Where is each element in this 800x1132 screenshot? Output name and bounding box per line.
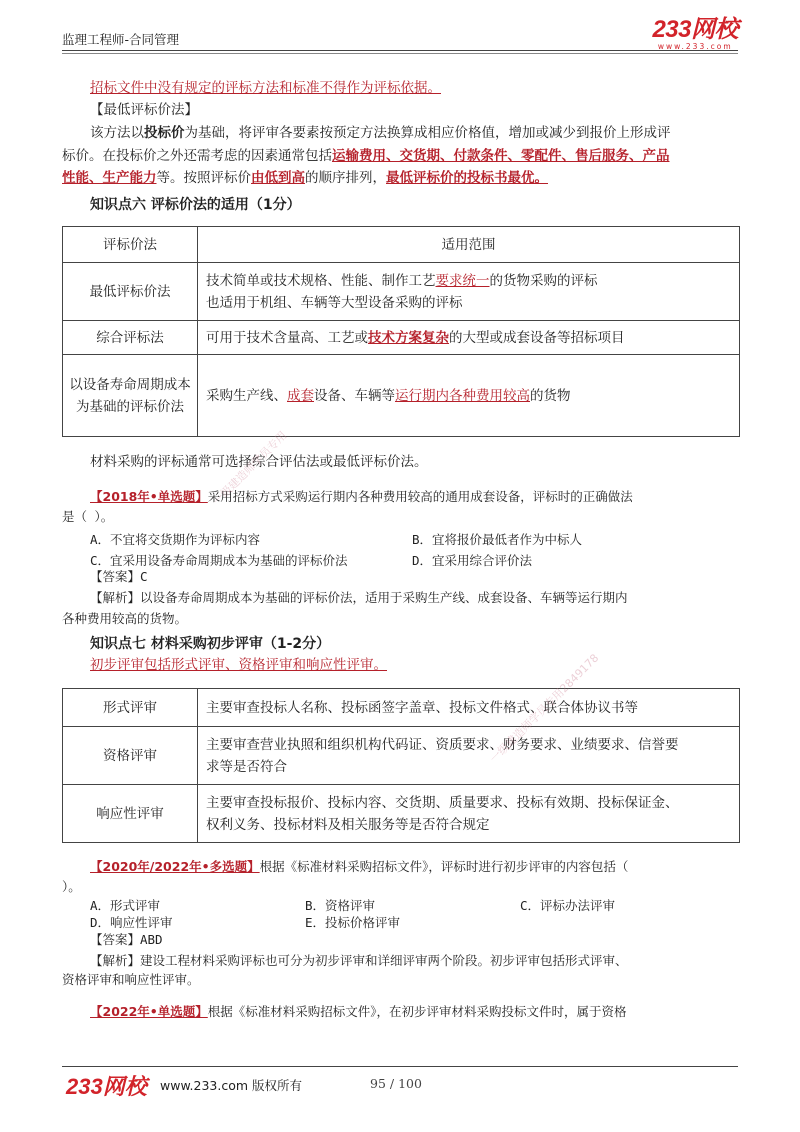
logo-main-text: 233网校 [652, 16, 738, 43]
explanation-line-2: 资格评审和响应性评审。 [62, 972, 200, 987]
method-name-cell: 最低评标价法 [63, 263, 198, 321]
option-c: C．宜采用设备寿命周期成本为基础的评标价法 [90, 553, 348, 568]
question-2018-stem-2: 是（ ）。 [62, 509, 114, 524]
knowledge-point-7-title: 知识点七 材料采购初步评审（1-2分） [90, 636, 331, 652]
question-tag: 【2020年/2022年•多选题】 [90, 859, 260, 874]
preliminary-review-summary: 初步评审包括形式评审、资格评审和响应性评审。 [90, 657, 387, 673]
review-content-cell: 主要审查营业执照和组织机构代码证、资质要求、财务要求、业绩要求、信誉要 求等是否符合 [198, 727, 740, 785]
knowledge-point-6-title: 知识点六 评标价法的适用（1分） [90, 197, 301, 213]
review-content-cell: 主要审查投标人名称、投标函签字盖章、投标文件格式、联合体协议书等 [198, 689, 740, 727]
option-b: B．资格评审 [305, 898, 376, 913]
footer-logo: 233网校 [66, 1074, 147, 1099]
question-2018-stem: 【2018年•单选题】采用招标方式采购运行期内各种费用较高的通用成套设备，评标时的正确做法 [90, 489, 633, 504]
question-tag: 【2022年•单选题】 [90, 1004, 208, 1019]
table-header-row [63, 227, 740, 263]
footer-divider [62, 1066, 738, 1067]
review-type-cell: 资格评审 [63, 727, 198, 785]
logo-url-text: www.233.com [657, 42, 733, 51]
option-a: A．形式评审 [90, 898, 161, 913]
option-d: D．响应性评审 [90, 915, 173, 930]
answer-text: 【答案】ABD [90, 932, 163, 947]
option-d: D．宜采用综合评价法 [412, 553, 533, 568]
rule-statement: 招标文件中没有规定的评标方法和标准不得作为评标依据。 [90, 80, 441, 96]
question-2020-stem-2: ）。 [62, 879, 81, 894]
answer-text: 【答案】C [90, 569, 148, 584]
watermark-text: 一级建造师学员专用 [210, 428, 290, 508]
table-row [63, 785, 740, 843]
question-2020-stem: 【2020年/2022年•多选题】根据《标准材料采购招标文件》，评标时进行初步评审的内容包括（ [90, 859, 629, 874]
watermark-text: 一级建造师学员专用2849178 [487, 651, 602, 766]
scope-cell: 技术简单或技术规格、性能、制作工艺要求统一的货物采购的评标 也适用于机组、车辆等大型设备采购的评标 [198, 263, 740, 321]
paragraph-line-2: 标价。在投标价之外还需考虑的因素通常包括运输费用、交货期、付款条件、零配件、售后服务、产品 [62, 148, 670, 164]
question-tag: 【2018年•单选题】 [90, 489, 208, 504]
footer-copyright: www.233.com 版权所有 [160, 1078, 302, 1093]
note-text: 材料采购的评标通常可选择综合评估法或最低评标价法。 [90, 454, 428, 470]
explanation-line-1: 【解析】以设备寿命周期成本为基础的评标价法，适用于采购生产线、成套设备、车辆等运行期内 [90, 590, 628, 605]
brand-logo [652, 18, 738, 51]
table-row [63, 355, 740, 437]
review-type-cell: 形式评审 [63, 689, 198, 727]
review-type-cell: 响应性评审 [63, 785, 198, 843]
option-c: C．评标办法评审 [520, 898, 616, 913]
scope-cell: 采购生产线、成套设备、车辆等运行期内各种费用较高的货物 [198, 355, 740, 437]
option-b: B．宜将报价最低者作为中标人 [412, 532, 583, 547]
document-header-title: 监理工程师-合同管理 [62, 32, 180, 47]
explanation-line-2: 各种费用较高的货物。 [62, 611, 188, 626]
option-a: A．不宜将交货期作为评标内容 [90, 532, 261, 547]
question-2022-stem: 【2022年•单选题】根据《标准材料采购招标文件》，在初步评审材料采购投标文件时，属于资格 [90, 1004, 627, 1019]
paragraph-line-1: 该方法以投标价为基础，将评审各要素按预定方法换算成相应价格值，增加或减少到报价上形成评 [90, 125, 671, 141]
option-e: E．投标价格评审 [305, 915, 401, 930]
table-row [63, 263, 740, 321]
table-header-cell: 适用范围 [198, 227, 740, 263]
section-heading-lowest-price: 【最低评标价法】 [90, 102, 198, 118]
table-header-cell: 评标价法 [63, 227, 198, 263]
method-name-cell: 综合评标法 [63, 321, 198, 355]
page-number: 95 / 100 [370, 1076, 422, 1091]
explanation-line-1: 【解析】建设工程材料采购评标也可分为初步评审和详细评审两个阶段。初步评审包括形式评审、 [90, 953, 628, 968]
table-row [63, 727, 740, 785]
method-name-cell: 以设备寿命周期成本为基础的评标价法 [63, 355, 198, 437]
paragraph-line-3: 性能、生产能力等。按照评标价由低到高的顺序排列，最低评标价的投标书最优。 [62, 170, 548, 186]
preliminary-review-table [62, 688, 740, 843]
header-divider [62, 50, 738, 51]
scope-cell: 可用于技术含量高、工艺或技术方案复杂的大型或成套设备等招标项目 [198, 321, 740, 355]
table-row [63, 321, 740, 355]
header-divider-thin [62, 53, 738, 54]
evaluation-method-table [62, 226, 740, 437]
review-content-cell: 主要审查投标报价、投标内容、交货期、质量要求、投标有效期、投标保证金、 权利义务、投标材料及相关服务等是否符合规定 [198, 785, 740, 843]
table-row [63, 689, 740, 727]
